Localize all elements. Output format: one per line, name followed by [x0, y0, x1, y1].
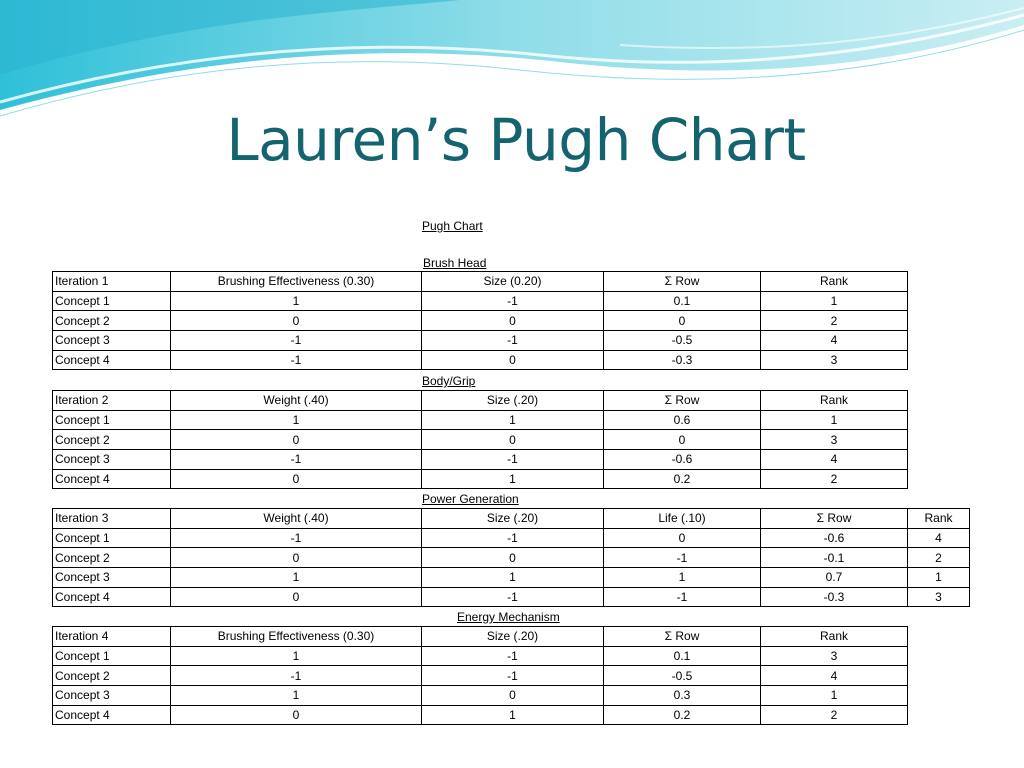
table-cell: 3 — [908, 587, 970, 607]
table-cell: 0 — [171, 587, 422, 607]
table-cell: 1 — [604, 568, 761, 588]
table-cell: 1 — [422, 469, 604, 489]
table-cell: Concept 1 — [53, 646, 171, 666]
table-power-generation — [52, 508, 970, 607]
table-cell: Concept 1 — [53, 410, 171, 430]
table-cell: 2 — [908, 548, 970, 568]
table-header-cell: Size (.20) — [422, 627, 604, 647]
table-cell: 1 — [422, 705, 604, 725]
table-cell: Concept 2 — [53, 666, 171, 686]
table-header-cell: Brushing Effectiveness (0.30) — [171, 627, 422, 647]
table-row — [53, 568, 970, 588]
table-cell: 3 — [761, 430, 908, 450]
table-cell: 2 — [761, 311, 908, 331]
table-row — [53, 350, 908, 370]
table-cell: 2 — [761, 705, 908, 725]
table-row — [53, 548, 970, 568]
table-cell: -1 — [422, 646, 604, 666]
table-cell: 1 — [761, 410, 908, 430]
table-body-grip — [52, 390, 908, 489]
table-cell: 0 — [604, 528, 761, 548]
table-cell: Concept 2 — [53, 548, 171, 568]
table-cell: 1 — [171, 568, 422, 588]
table-cell: Concept 2 — [53, 430, 171, 450]
table-header-row — [53, 272, 908, 292]
table-cell: -0.5 — [604, 666, 761, 686]
table-row — [53, 331, 908, 351]
table-cell: 0.2 — [604, 469, 761, 489]
table-cell: 0 — [604, 430, 761, 450]
table-header-cell: Σ Row — [604, 391, 761, 411]
table-header-cell: Size (.20) — [422, 509, 604, 529]
table-cell: 1 — [422, 410, 604, 430]
table-header-cell: Iteration 2 — [53, 391, 171, 411]
table-cell: -1 — [422, 528, 604, 548]
table-cell: 0 — [171, 430, 422, 450]
table-cell: 1 — [171, 646, 422, 666]
table-cell: 3 — [761, 350, 908, 370]
table-cell: 0.6 — [604, 410, 761, 430]
table-row — [53, 311, 908, 331]
table-header-row — [53, 509, 970, 529]
table-brush-head — [52, 271, 908, 370]
table-cell: 4 — [761, 450, 908, 470]
table-energy-mechanism — [52, 626, 908, 725]
table-cell: 1 — [761, 291, 908, 311]
table-cell: -1 — [171, 350, 422, 370]
table-header-cell: Iteration 3 — [53, 509, 171, 529]
table-row — [53, 587, 970, 607]
table-cell: 2 — [761, 469, 908, 489]
table-cell: 0.1 — [604, 291, 761, 311]
table-cell: 1 — [171, 686, 422, 706]
table-cell: 1 — [171, 410, 422, 430]
table-cell: -1 — [422, 450, 604, 470]
table-cell: 0 — [171, 311, 422, 331]
table-cell: 1 — [908, 568, 970, 588]
table-cell: -1 — [422, 331, 604, 351]
table-cell: 0 — [604, 311, 761, 331]
table-cell: -1 — [422, 291, 604, 311]
table-cell: -1 — [604, 548, 761, 568]
table-cell: 0.7 — [761, 568, 908, 588]
table-row — [53, 686, 908, 706]
table-cell: -1 — [422, 587, 604, 607]
table-cell: Concept 3 — [53, 568, 171, 588]
table-cell: 0.3 — [604, 686, 761, 706]
table-header-cell: Σ Row — [604, 272, 761, 292]
table-header-cell: Weight (.40) — [171, 391, 422, 411]
table-row — [53, 528, 970, 548]
table-header-cell: Size (.20) — [422, 391, 604, 411]
table-cell: -0.3 — [604, 350, 761, 370]
table-cell: -0.6 — [761, 528, 908, 548]
table-header-cell: Weight (.40) — [171, 509, 422, 529]
table-header-row — [53, 627, 908, 647]
section-title-brush-head: Brush Head — [423, 256, 487, 270]
table-header-cell: Rank — [761, 627, 908, 647]
table-row — [53, 705, 908, 725]
slide-title: Lauren’s Pugh Chart — [226, 106, 806, 174]
table-cell: 0.2 — [604, 705, 761, 725]
table-row — [53, 291, 908, 311]
table-cell: Concept 2 — [53, 311, 171, 331]
table-header-cell: Brushing Effectiveness (0.30) — [171, 272, 422, 292]
table-cell: -1 — [171, 331, 422, 351]
table-cell: 0 — [171, 469, 422, 489]
table-cell: -0.3 — [761, 587, 908, 607]
pugh-chart-heading: Pugh Chart — [422, 219, 483, 233]
table-header-cell: Rank — [761, 391, 908, 411]
table-row — [53, 469, 908, 489]
table-cell: Concept 3 — [53, 686, 171, 706]
table-cell: Concept 4 — [53, 587, 171, 607]
table-cell: Concept 4 — [53, 350, 171, 370]
table-header-cell: Rank — [761, 272, 908, 292]
table-header-row — [53, 391, 908, 411]
table-cell: Concept 4 — [53, 705, 171, 725]
table-cell: -1 — [171, 666, 422, 686]
table-header-cell: Iteration 4 — [53, 627, 171, 647]
table-cell: 0 — [422, 350, 604, 370]
table-header-cell: Σ Row — [761, 509, 908, 529]
table-cell: 1 — [761, 686, 908, 706]
table-cell: 0 — [422, 311, 604, 331]
table-cell: -0.5 — [604, 331, 761, 351]
table-cell: Concept 1 — [53, 528, 171, 548]
table-header-cell: Life (.10) — [604, 509, 761, 529]
table-row — [53, 430, 908, 450]
table-cell: 0 — [422, 430, 604, 450]
table-row — [53, 646, 908, 666]
table-header-cell: Rank — [908, 509, 970, 529]
table-cell: Concept 3 — [53, 450, 171, 470]
table-cell: Concept 1 — [53, 291, 171, 311]
section-title-body-grip: Body/Grip — [422, 374, 476, 388]
table-cell: 0 — [422, 548, 604, 568]
table-cell: Concept 3 — [53, 331, 171, 351]
table-cell: 4 — [761, 331, 908, 351]
table-cell: 0 — [171, 705, 422, 725]
section-title-power-generation: Power Generation — [422, 492, 519, 506]
table-cell: 0.1 — [604, 646, 761, 666]
table-cell: Concept 4 — [53, 469, 171, 489]
table-cell: -1 — [422, 666, 604, 686]
table-header-cell: Iteration 1 — [53, 272, 171, 292]
table-cell: -1 — [171, 528, 422, 548]
table-cell: 0 — [171, 548, 422, 568]
table-cell: -0.6 — [604, 450, 761, 470]
table-cell: 1 — [171, 291, 422, 311]
table-cell: 4 — [761, 666, 908, 686]
table-cell: -1 — [171, 450, 422, 470]
table-cell: 3 — [761, 646, 908, 666]
table-row — [53, 666, 908, 686]
table-cell: -1 — [604, 587, 761, 607]
table-header-cell: Size (0.20) — [422, 272, 604, 292]
table-header-cell: Σ Row — [604, 627, 761, 647]
section-title-energy-mechanism: Energy Mechanism — [457, 610, 560, 624]
table-row — [53, 450, 908, 470]
table-cell: 1 — [422, 568, 604, 588]
table-cell: 4 — [908, 528, 970, 548]
table-cell: -0.1 — [761, 548, 908, 568]
table-row — [53, 410, 908, 430]
table-cell: 0 — [422, 686, 604, 706]
